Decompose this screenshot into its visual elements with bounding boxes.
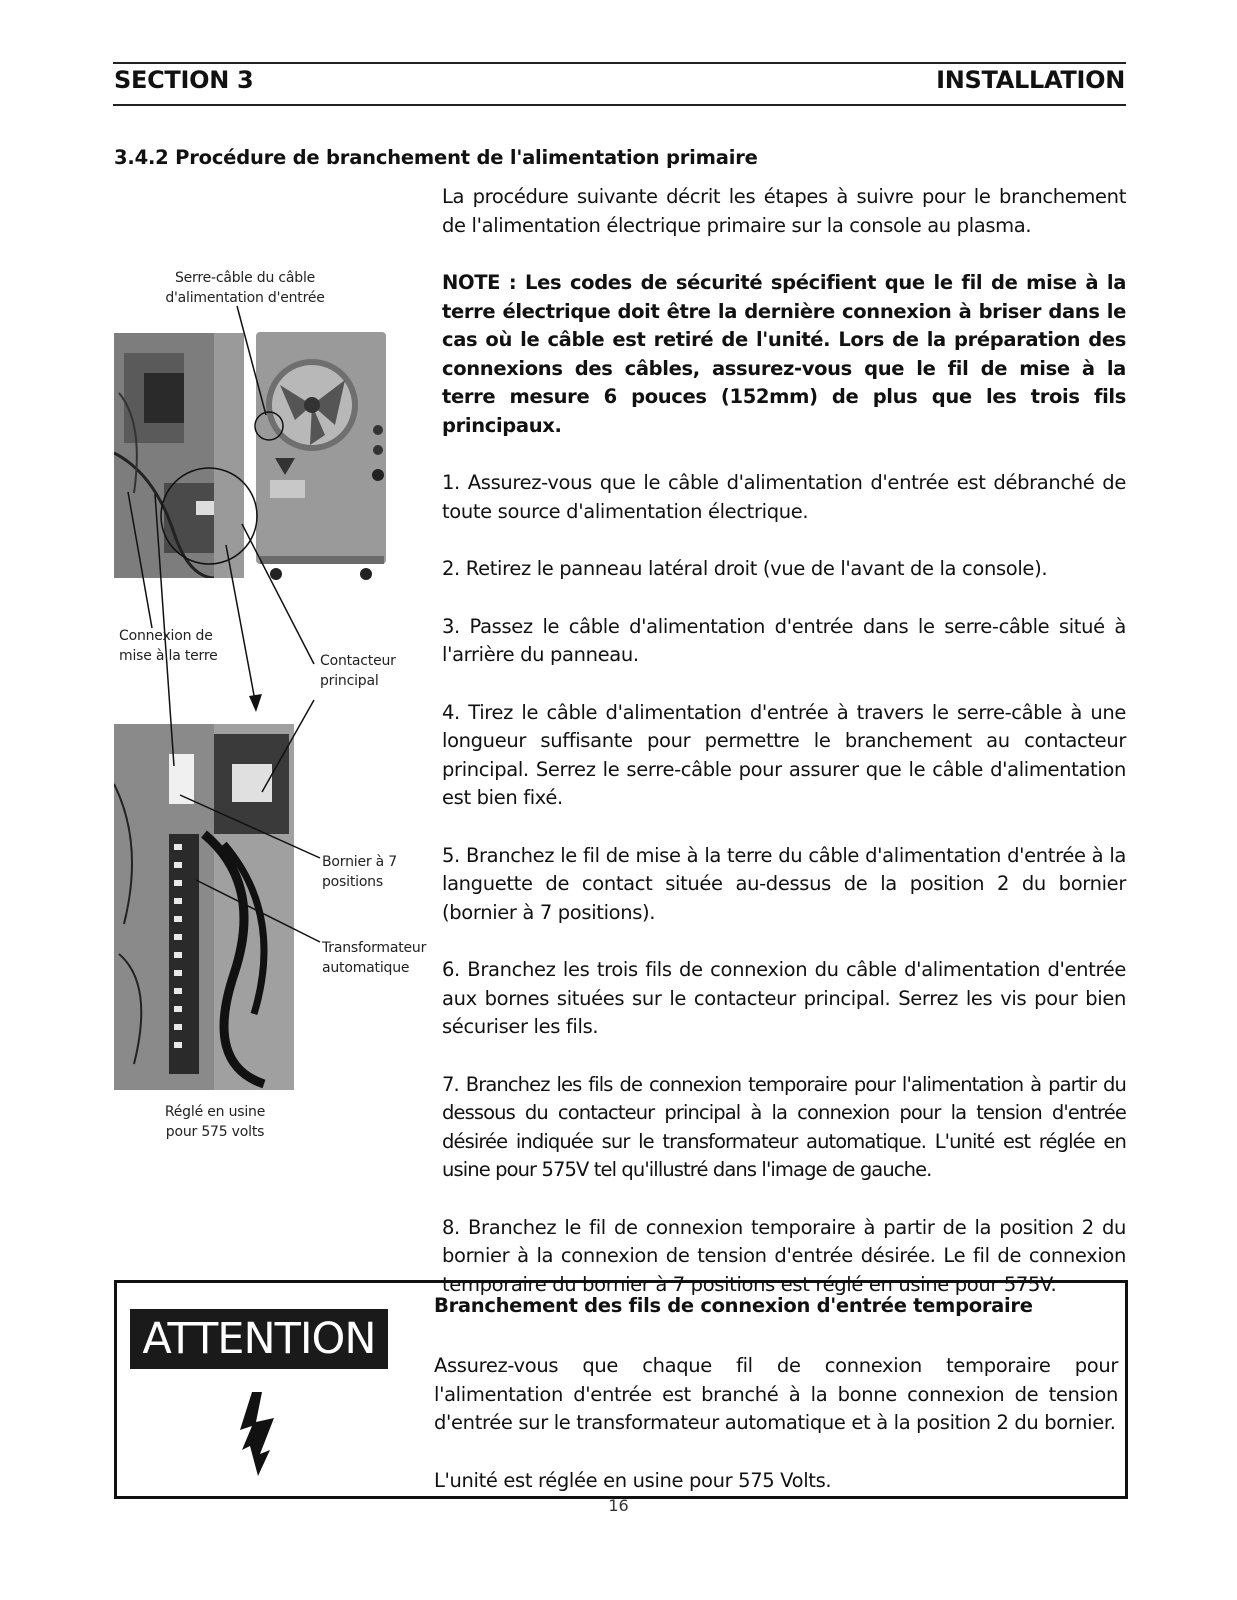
caption-strain-relief-line2: d'alimentation d'entrée [165,290,325,306]
step-4: 4. Tirez le câble d'alimentation d'entrée à travers le serre-câble à une longueur suffisante pour permettre le branchement au contacteur principal. Serrez le serre-câble pour assurer que le câble d'alimentation est bien fixé. [442,700,1126,809]
attention-paragraph: Assurez-vous que chaque fil de connexion temporaire pour l'alimentation d'entrée est branché à la bonne connexion de tension d'entrée sur le transformateur automatique et à la position 2 du bornier. [434,1354,1118,1434]
step-3: 3. Passez le câble d'alimentation d'entrée dans le serre-câble situé à l'arrière du panneau. [442,614,1126,666]
caption-strain-relief [150,268,340,308]
caption-autotransformer [322,938,426,978]
caption-terminal-block-line2: positions [322,874,383,890]
section-label: SECTION 3 [114,66,254,94]
caption-factory-setting-line2: pour 575 volts [165,1124,265,1140]
caption-ground [119,626,218,666]
step-1: 1. Assurez-vous que le câble d'alimentation d'entrée est débranché de toute source d'alimentation électrique. [442,471,1126,523]
intro-paragraph: La procédure suivante décrit les étapes à suivre pour le branchement de l'alimentation électrique primaire sur la console au plasma. [442,185,1126,237]
caption-factory-setting-line1: Réglé en usine [164,1104,266,1120]
attention-label: ATTENTION [130,1309,388,1369]
caption-strain-relief-line1: Serre-câble du câble [174,270,316,286]
step-5: 5. Branchez le fil de mise à la terre du câble d'alimentation d'entrée à la languette de contact située au-dessus de la position 2 du bornier (bornier à 7 positions). [442,843,1126,924]
caption-autotransformer-line2: automatique [322,960,410,976]
safety-note: NOTE : Les codes de sécurité spécifient que le fil de mise à la terre électrique doit être la dernière connexion à briser dans le cas où le câble est retiré de l'unité. Lors de la préparation des connexions des câbles, assurez-vous que le fil de mise à la terre mesure 6 pouces (152mm) de plus que les trois fils principaux. [442,271,1126,437]
step-6: 6. Branchez les trois fils de connexion du câble d'alimentation d'entrée aux bornes situées sur le contacteur principal. Serrez les vis pour bien sécuriser les fils. [442,958,1126,1038]
subsection-heading: 3.4.2 Procédure de branchement de l'alimentation primaire [114,146,758,169]
caption-contactor-line2: principal [320,673,379,689]
caption-ground-line2: mise à la terre [119,648,218,664]
caption-ground-line1: Connexion de [119,628,213,644]
attention-title: Branchement des fils de connexion d'entrée temporaire [434,1294,1033,1317]
step-2: 2. Retirez le panneau latéral droit (vue de l'avant de la console). [442,557,1048,580]
caption-contactor-line1: Contacteur [320,653,396,669]
step-8: 8. Branchez le fil de connexion temporaire à partir de la position 2 du bornier à la connexion de tension d'entrée désirée. Le fil de connexion temporaire du bornier à 7 positions est réglé en usine pour 575V. [442,1215,1126,1296]
caption-autotransformer-line1: Transformateur [322,940,427,956]
caption-factory-setting [130,1102,300,1142]
step-7: 7. Branchez les fils de connexion temporaire pour l'alimentation à partir du dessous du contacteur principal à la connexion pour la tension d'entrée désirée indiquée sur le transformateur automatique. L'unité est réglée en usine pour 575V tel qu'illustré dans l'image de gauche. [442,1072,1126,1181]
caption-terminal-block-line1: Bornier à 7 [322,854,397,870]
caption-terminal-block [322,852,397,892]
section-title: INSTALLATION [936,66,1125,94]
page-number: 16 [608,1496,629,1515]
caption-contactor [320,651,396,691]
lightning-bolt-icon [238,1388,290,1478]
attention-factory-note: L'unité est réglée en usine pour 575 Volts. [434,1468,832,1492]
